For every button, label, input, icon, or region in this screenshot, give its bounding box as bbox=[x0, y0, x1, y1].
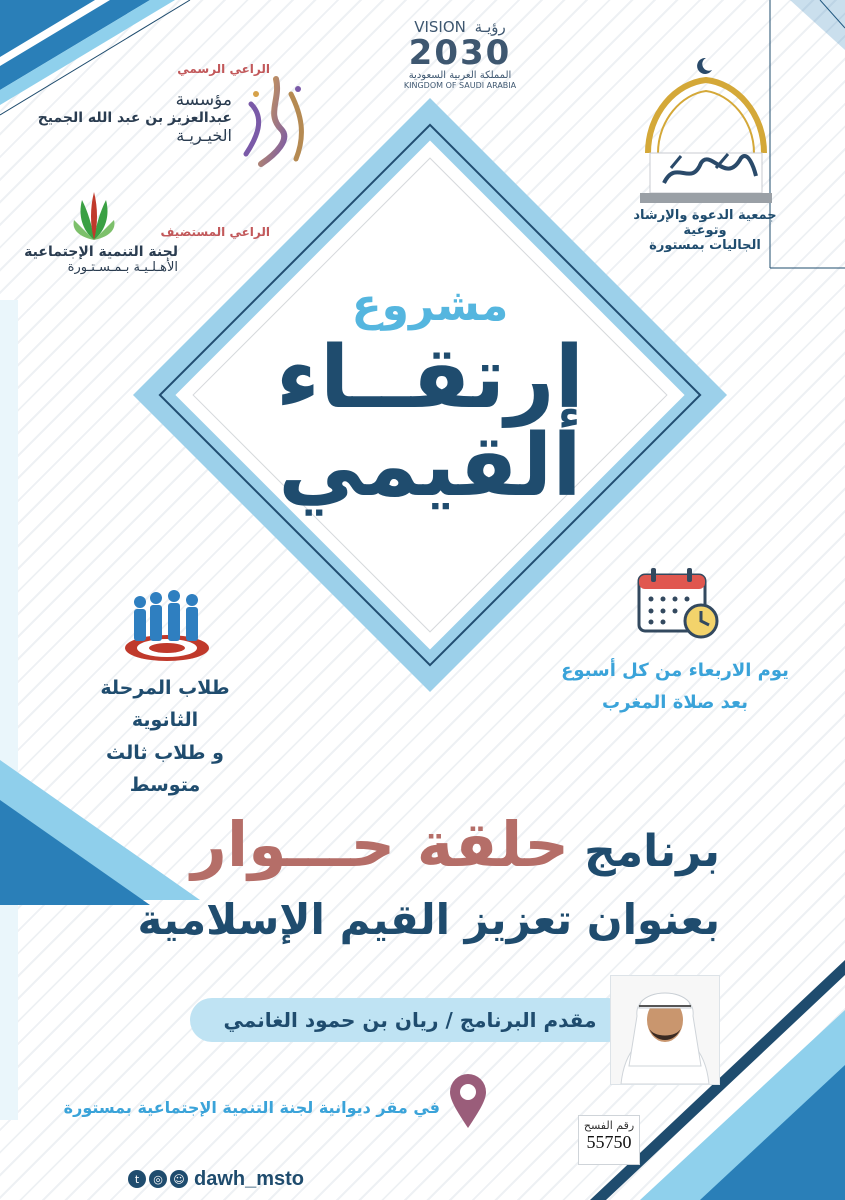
target-people-icon bbox=[122, 590, 212, 662]
vision-arabic: رؤيـة bbox=[474, 18, 506, 36]
snapchat-icon[interactable]: ☺ bbox=[170, 1170, 188, 1188]
license-box bbox=[578, 1115, 640, 1165]
program-name: حلقة حـــوار bbox=[191, 808, 570, 881]
host-sponsor-label: الراعي المستضيف bbox=[160, 225, 270, 239]
vision-2030-logo bbox=[395, 18, 525, 90]
program-subtitle: بعنوان تعزيز القيم الإسلامية bbox=[137, 895, 720, 944]
license-number: 55750 bbox=[586, 1132, 632, 1152]
calendar-clock-icon bbox=[635, 565, 721, 641]
license-label: رقم الفسح bbox=[583, 1119, 635, 1132]
program-subtitle-wrap bbox=[120, 895, 720, 944]
leaves-logo-icon bbox=[72, 190, 116, 242]
location-wrap bbox=[60, 1098, 440, 1117]
social-bar bbox=[128, 1166, 304, 1192]
instagram-icon[interactable]: ◎ bbox=[149, 1170, 167, 1188]
presenter-photo bbox=[610, 975, 720, 1085]
sponsor-line3: الخيـريـة bbox=[176, 126, 232, 145]
host-line1: لجنة التنمية الإجتماعية bbox=[24, 244, 178, 260]
host-sponsor-name bbox=[18, 244, 178, 275]
schedule-line1: يوم الاربعاء من كل أسبوع bbox=[561, 660, 789, 681]
project-title-block bbox=[250, 280, 610, 516]
audience-text bbox=[70, 672, 260, 801]
vision-kingdom-ar: المملكة العربية السعودية bbox=[408, 70, 512, 81]
project-label: مشروع bbox=[351, 280, 509, 331]
presenter-portrait bbox=[611, 976, 719, 1084]
official-sponsor-name bbox=[20, 90, 232, 145]
social-handle[interactable]: dawh_msto bbox=[194, 1167, 305, 1190]
location-text: في مقر ديوانية لجنة التنمية الإجتماعية بمستورة bbox=[63, 1098, 440, 1117]
association-name bbox=[625, 208, 785, 253]
host-sponsor-label-wrap bbox=[120, 225, 270, 239]
host-line2: الأهـلـيـة بـمـسـتـورة bbox=[67, 260, 178, 275]
sponsor-line2: عبدالعزيز بن عبد الله الجميح bbox=[37, 110, 232, 126]
schedule-text bbox=[540, 655, 810, 720]
presenter-text: مقدم البرنامج / ريان بن حمود الغانمي bbox=[223, 1008, 597, 1032]
twitter-icon[interactable]: t bbox=[128, 1170, 146, 1188]
schedule-line2: بعد صلاة المغرب bbox=[602, 692, 748, 714]
sponsor-line1: مؤسسة bbox=[175, 90, 232, 110]
vision-kingdom-en: KINGDOM OF SAUDI ARABIA bbox=[403, 81, 517, 90]
association-line2: الجاليات بمستورة bbox=[649, 238, 761, 253]
vision-label: VISION bbox=[414, 18, 466, 36]
program-prefix: برنامج bbox=[584, 826, 720, 877]
vision-year: 2030 bbox=[408, 33, 512, 73]
project-name-line2: القيمي bbox=[278, 416, 582, 516]
presenter-pill bbox=[190, 998, 630, 1042]
location-pin-icon bbox=[446, 1072, 490, 1130]
program-title bbox=[150, 808, 720, 881]
association-line1: جمعية الدعوة والإرشاد وتوعية bbox=[633, 208, 777, 238]
official-sponsor-label: الراعي الرسمي bbox=[177, 62, 270, 76]
audience-line1: طلاب المرحلة الثانوية bbox=[100, 677, 230, 732]
project-name-line1: إرتقــاء bbox=[275, 328, 585, 428]
audience-line2: و طلاب ثالث متوسط bbox=[106, 741, 224, 796]
dome-logo-icon bbox=[636, 58, 774, 208]
jumaih-calligraphy-icon bbox=[236, 74, 314, 174]
